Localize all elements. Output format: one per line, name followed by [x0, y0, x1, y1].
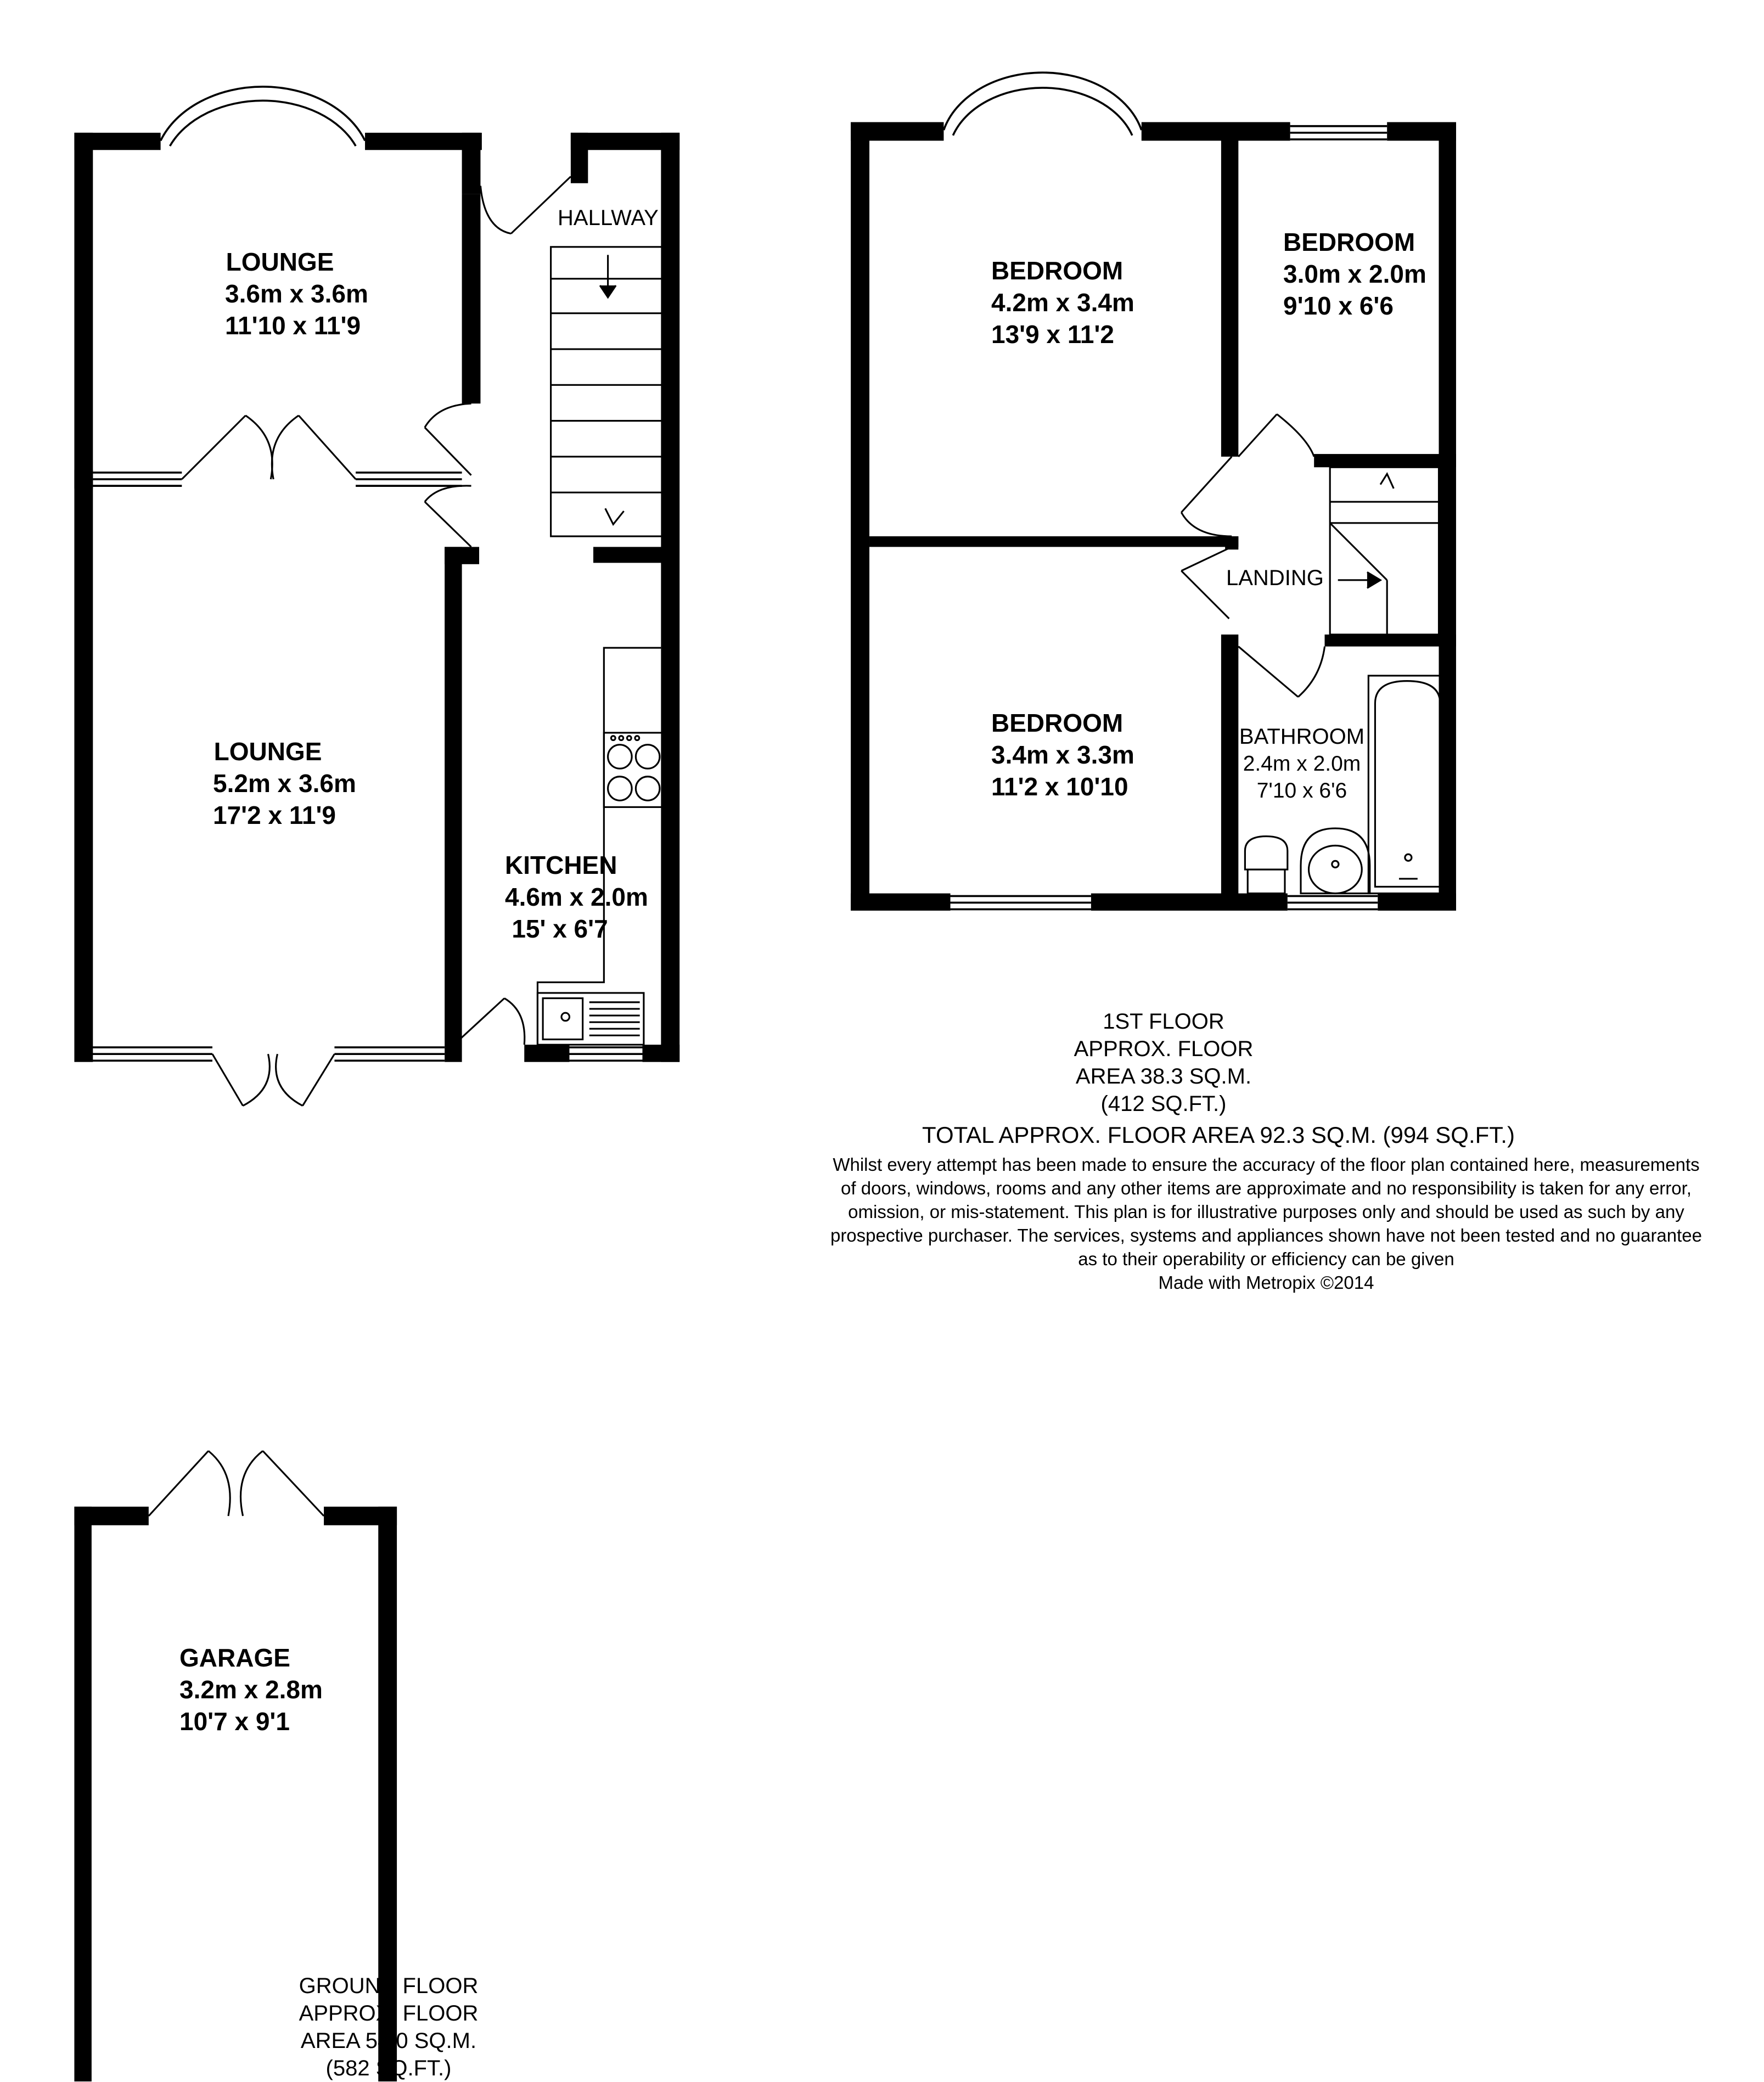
toilet — [1245, 837, 1287, 894]
staircase — [1330, 467, 1439, 635]
worktop — [537, 648, 661, 1045]
room-label-garage — [179, 1642, 323, 1737]
summary-line: 1ST FLOOR — [1103, 1009, 1224, 1034]
wall — [1221, 122, 1238, 456]
door — [1238, 647, 1324, 697]
room-name: BEDROOM — [991, 709, 1123, 737]
wall — [1142, 122, 1290, 141]
wall — [851, 122, 869, 911]
summary-line: APPROX. FLOOR — [299, 2001, 479, 2025]
hallway-label: HALLWAY — [558, 206, 659, 230]
landing-label: LANDING — [1226, 566, 1324, 590]
room-size-imperial: 9'10 x 6'6 — [1283, 291, 1394, 320]
window — [356, 473, 462, 486]
first-floor-summary — [1054, 1008, 1273, 1118]
room-label-kitchen — [505, 849, 648, 945]
door — [1181, 547, 1232, 619]
bay-window — [953, 88, 1132, 136]
disclaimer-line: prospective purchaser. The services, systems and appliances shown have not been tested and no guarantee — [830, 1225, 1703, 1245]
door — [425, 486, 471, 547]
room-size-imperial: 11'10 x 11'9 — [225, 311, 361, 340]
window — [569, 1047, 642, 1060]
room-label-bathroom — [1236, 723, 1368, 804]
room-label-lounge-front — [225, 246, 368, 341]
bathtub — [1368, 676, 1447, 894]
room-size-imperial: 7'10 x 6'6 — [1256, 779, 1347, 803]
summary-line: AREA 38.3 SQ.M. — [1075, 1064, 1252, 1088]
room-label-bedroom-rear — [991, 707, 1134, 803]
bay-window — [170, 100, 356, 146]
bay-window — [943, 72, 1141, 130]
summary-line: (412 SQ.FT.) — [1100, 1092, 1227, 1116]
staircase — [551, 247, 662, 536]
summary-line: (582 SQ.FT.) — [325, 2056, 452, 2080]
wall — [1378, 894, 1456, 911]
room-name: GARAGE — [179, 1643, 290, 1672]
summary-line: APPROX. FLOOR — [1074, 1037, 1254, 1061]
door — [1181, 457, 1232, 536]
bay-window — [161, 87, 365, 141]
door — [1238, 414, 1314, 457]
wall — [661, 133, 679, 1062]
wall — [462, 194, 481, 403]
room-size-imperial: 13'9 x 11'2 — [991, 320, 1114, 349]
ground-floor-summary — [279, 1972, 498, 2082]
disclaimer — [772, 1153, 1760, 1294]
room-label-bedroom-front-left — [991, 255, 1134, 350]
room-name: BEDROOM — [1283, 228, 1415, 256]
room-name: BATHROOM — [1239, 725, 1365, 749]
wall — [74, 133, 93, 1062]
room-label-bedroom-front-right — [1283, 226, 1426, 322]
summary-line: AREA 54.0 SQ.M. — [300, 2029, 477, 2053]
wall — [74, 1507, 91, 2081]
room-size-metric: 3.2m x 2.8m — [179, 1675, 323, 1704]
window — [334, 1047, 445, 1060]
washbasin — [1301, 828, 1370, 893]
wall — [869, 536, 1238, 547]
room-size-imperial: 17'2 x 11'9 — [213, 801, 336, 829]
window — [93, 473, 182, 486]
window — [951, 896, 1091, 909]
room-size-metric: 3.0m x 2.0m — [1283, 260, 1426, 288]
wall — [593, 547, 670, 563]
door — [454, 998, 525, 1045]
window — [82, 1047, 212, 1060]
total-floor-area: TOTAL APPROX. FLOOR AREA 92.3 SQ.M. (994 SQ.FT.) — [922, 1122, 1515, 1148]
wall — [571, 133, 588, 183]
room-size-metric: 3.6m x 3.6m — [225, 279, 368, 308]
disclaimer-line: omission, or mis-statement. This plan is for illustrative purposes only and should be used as such by any — [848, 1202, 1684, 1222]
room-name: BEDROOM — [991, 256, 1123, 285]
room-name: LOUNGE — [226, 248, 334, 276]
room-size-metric: 5.2m x 3.6m — [213, 769, 356, 798]
hob — [604, 733, 662, 807]
room-size-metric: 3.4m x 3.3m — [991, 740, 1134, 769]
room-size-metric: 4.2m x 3.4m — [991, 288, 1134, 317]
wall — [1314, 454, 1456, 467]
room-size-imperial: 10'7 x 9'1 — [179, 1707, 290, 1736]
wall — [74, 470, 93, 489]
summary-line: GROUND FLOOR — [299, 1974, 479, 1998]
garage-door — [149, 1451, 324, 1516]
wall — [1325, 635, 1456, 647]
wall — [445, 547, 462, 1062]
wall — [642, 1045, 679, 1062]
disclaimer-line: of doors, windows, rooms and any other items are approximate and no responsibility is taken for any error, — [841, 1178, 1692, 1198]
window — [1290, 126, 1387, 139]
disclaimer-line: as to their operability or efficiency can be given — [1078, 1249, 1454, 1269]
door — [425, 403, 471, 475]
room-size-metric: 2.4m x 2.0m — [1243, 752, 1361, 776]
wall — [851, 894, 950, 911]
room-size-metric: 4.6m x 2.0m — [505, 883, 648, 911]
wall — [1091, 894, 1288, 911]
double-door — [182, 416, 356, 479]
room-size-imperial: 11'2 x 10'10 — [991, 772, 1128, 801]
wall — [524, 1045, 569, 1062]
room-name: LOUNGE — [214, 737, 322, 766]
room-size-imperial: 15' x 6'7 — [512, 914, 608, 943]
disclaimer-line: Whilst every attempt has been made to ensure the accuracy of the floor plan contained here, measurements — [833, 1154, 1700, 1175]
room-name: KITCHEN — [505, 851, 617, 879]
wall — [462, 133, 481, 194]
double-door — [212, 1054, 334, 1105]
window — [1288, 896, 1378, 909]
credit: Made with Metropix ©2014 — [1158, 1272, 1374, 1293]
sink — [537, 993, 643, 1045]
room-label-lounge-rear — [213, 736, 356, 831]
